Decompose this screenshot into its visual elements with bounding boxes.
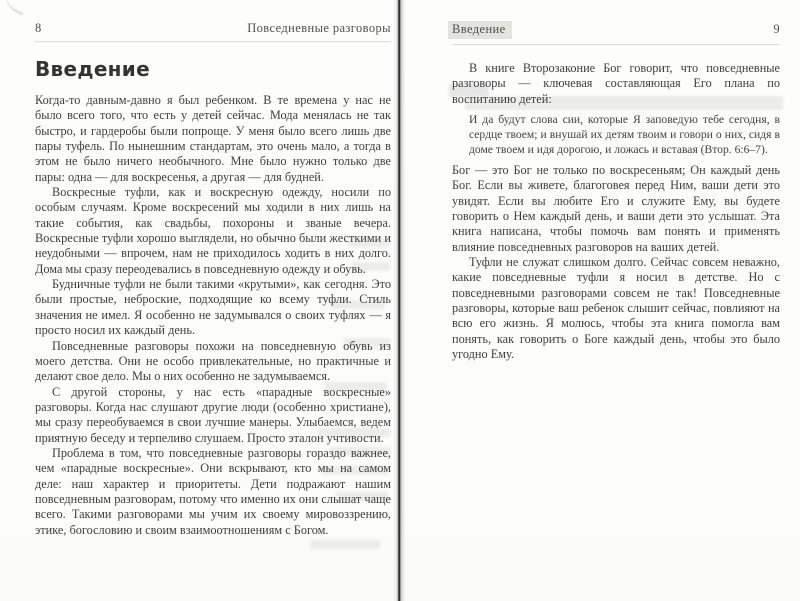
left-page-header: [35, 0, 391, 36]
right-header-rule: [452, 44, 780, 45]
right-page: [405, 0, 800, 601]
paragraph: Бог — это Бог не только по воскресеньям; Он каждый день Бог. Если вы живете, благоговея перед Ним, ваши дети это увидят. Если вы любите Его и служите Ему, вы будете говорить о Нем каждый день, и ваши дети это услышат. Эта книга написана, чтобы помочь вам понять и применять влияние повседневных разговоров на ваших детей.: [452, 163, 780, 254]
paragraph: Повседневные разговоры похожи на повседневную обувь из моего детства. Они не особо привлекательные, но практичные и делают свое дело. Мы о них особенно не задумываемся.: [35, 338, 391, 384]
paragraph: Воскресные туфли, как и воскресную одежду, носили по особым случаям. Кроме воскресений мы ходили в них лишь на такие события, как свадьбы, похороны и званые вечера. Воскресные туфли хорошо выглядели, но обычно были жесткими и неудобными — впрочем, нам не приходилось ходить в них долго. Дома мы сразу переодевались в повседневную одежду и обувь.: [35, 185, 391, 276]
paragraph: В книге Второзаконие Бог говорит, что повседневные разговоры — ключевая составляющая Его плана по воспитанию детей:: [452, 61, 780, 106]
paragraph: Туфли не служат слишком долго. Сейчас совсем неважно, какие повседневные туфли я носил в детстве. Но с повседневными разговорами совсем не так! Повседневные разговоры, которые ваш ребенок слышит сейчас, повлияют на всю его жизнь. Я молюсь, чтобы эта книга помогла вам понять, как говорить о Боге каждый день, чтобы это было угодно Ему.: [452, 255, 780, 362]
left-page: [0, 0, 393, 601]
paragraph: С другой стороны, у нас есть «парадные воскресные» разговоры. Когда нас слушают другие люди (особенно христиане), мы сразу переобуваемся в свои лучшие манеры. Улыбаемся, ведем приятную беседу и терпеливо слушаем. Просто эталон учтивости.: [35, 384, 391, 445]
scan-artifact: [310, 540, 380, 549]
scripture-quote: И да будут слова сии, которые Я заповедую тебе сегодня, в сердце твоем; и внушай их детям твоим и говори о них, сидя в доме твоем и идя дорогою, и ложась и вставая (Втор. 6:6–7).: [469, 113, 780, 157]
paragraph: Когда-то давным-давно я был ребенком. В те времена у нас не было всего того, что есть у детей сейчас. Мода менялась не так быстро, и гардеробы были попроще. У меня было всего лишь две пары туфель. По нынешним стандартам, это очень мало, а тогда в этом не было ничего необычного. Мне было нужно только две пары: одна — для воскресенья, а другая — для будней.: [35, 93, 391, 184]
left-running-head: Повседневные разговоры: [247, 21, 391, 35]
paragraph: Будничные туфли не были такими «крутыми», как сегодня. Это были простые, неброские, подходящие ко всему туфли. Стиль значения не имел. Я особенно не задумывался о своих туфлях — я просто носил их каждый день.: [35, 277, 391, 338]
right-page-number: 9: [773, 22, 780, 36]
left-header-rule: [35, 41, 391, 42]
book-gutter: [393, 0, 405, 601]
paragraph: Проблема в том, что повседневные разговоры гораздо важнее, чем «парадные воскресные». Они вскрывают, кто мы на самом деле: наш характер и приоритеты. Дети подражают нашим повседневным разговорам, потому что именно их они слышат чаще всего. Такими разговорами мы учим их своему мировоззрению, этике, богословию и своим взаимоотношениям с Богом.: [35, 445, 391, 537]
right-page-header: [452, 0, 780, 39]
left-page-number: 8: [35, 21, 42, 35]
chapter-title: Введение: [35, 57, 150, 81]
right-running-head: Введение: [448, 21, 512, 39]
